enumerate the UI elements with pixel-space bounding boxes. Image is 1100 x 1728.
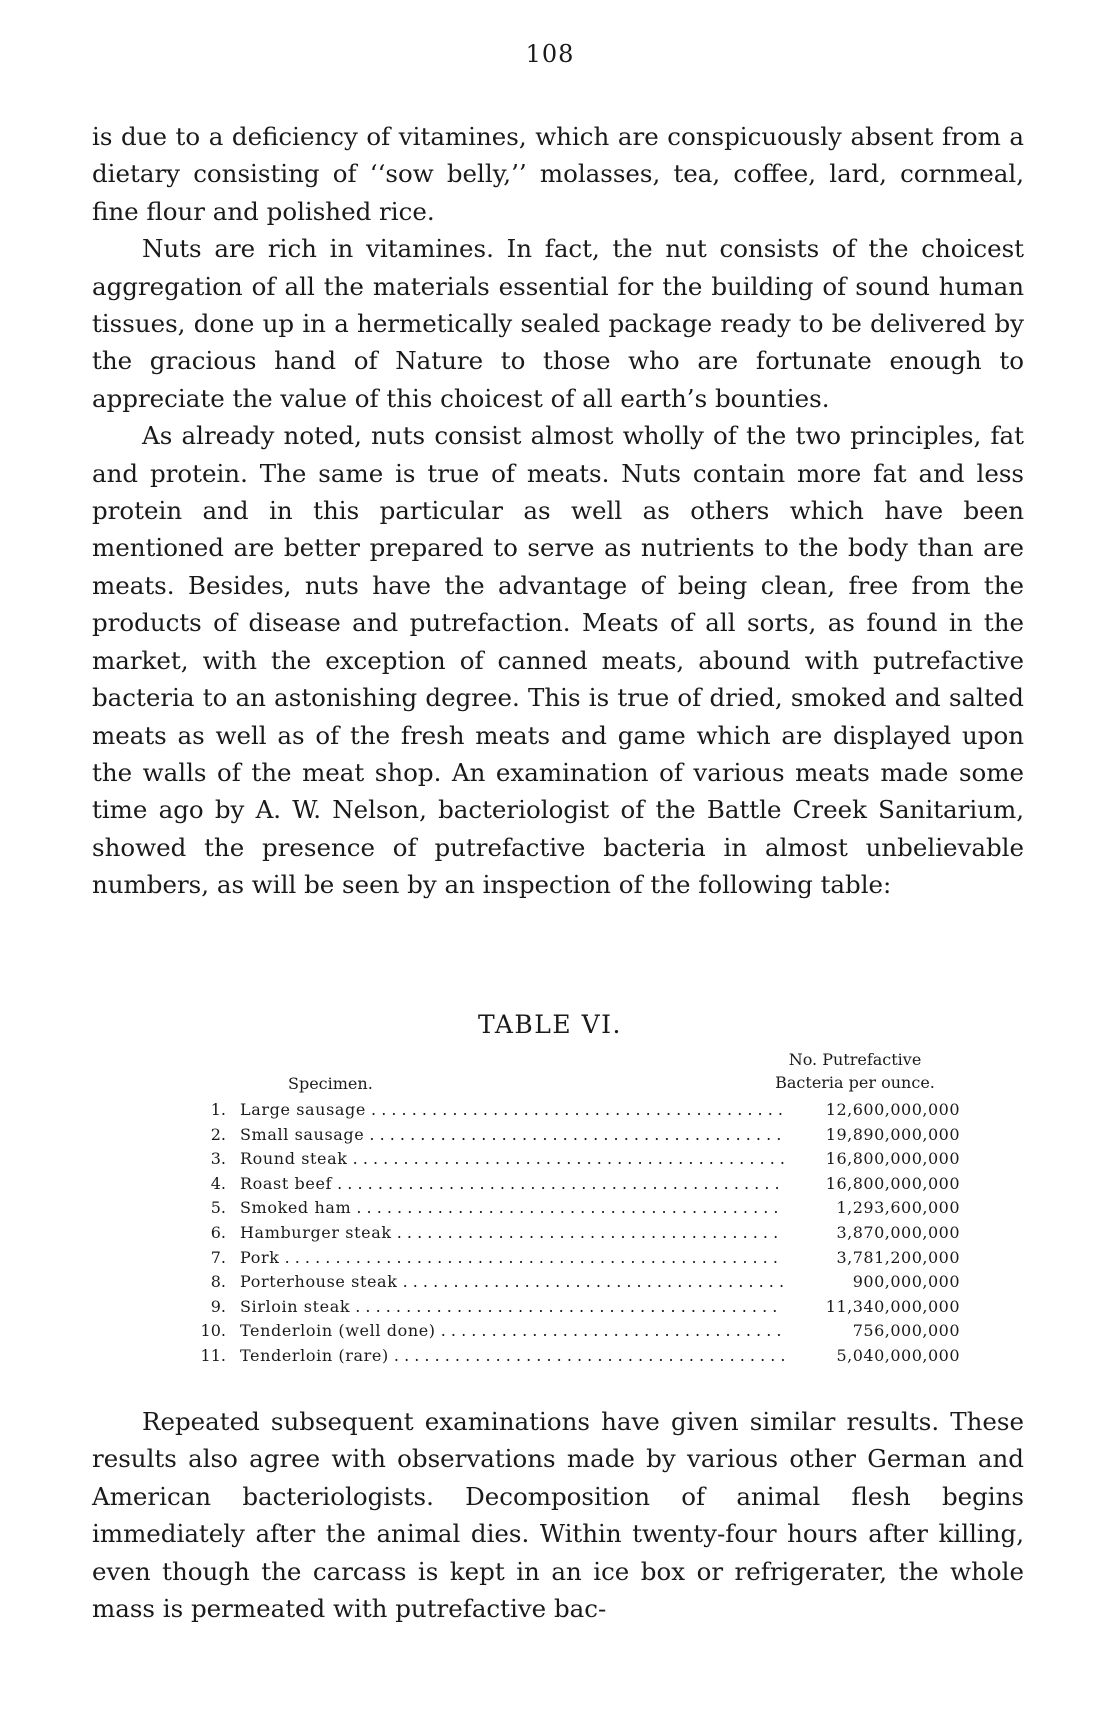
row-value: 1,293,600,000 [784,1198,960,1217]
row-specimen: Hamburger steak . . . [240,1223,784,1242]
row-specimen: Pork . . . [240,1248,784,1267]
row-specimen: Roast beef . . . [240,1174,784,1193]
row-value: 19,890,000,000 [784,1125,960,1144]
row-value: 756,000,000 [784,1321,960,1340]
table-row [200,1346,960,1371]
row-value: 3,870,000,000 [784,1223,960,1242]
paragraph: Repeated subsequent examinations have given similar results. These results also agree with observations made by various other German and American bacteriologists. Decomposition of animal flesh begins immediately after the animal dies. Within twenty-four hours after killing, even though the carcass is kept in an ice box or refrigerater, the whole mass is permeated with putrefactive bac- [92,1407,1024,1624]
table-row [200,1272,960,1297]
row-number: 8. [210,1272,226,1292]
row-specimen: Large sausage . . . [240,1100,784,1119]
page-number: 108 [525,40,575,68]
row-value: 16,800,000,000 [784,1174,960,1193]
row-number: 5. [210,1198,226,1218]
row-specimen: Tenderloin (well done) . . . [240,1321,784,1340]
table-row [200,1297,960,1322]
paragraph: As already noted, nuts consist almost wholly of the two principles, fat and protein. The same is true of meats. Nuts contain more fat and less protein and in this particular as well as others which have been mentioned are better prepared to serve as nutrients to the body than are meats. Besides, nuts have the advantage of being clean, free from the products of disease and putrefaction. Meats of all sorts, as found in the market, with the exception of canned meats, abound with putrefactive bacteria to an astonishing degree. This is true of dried, smoked and salted meats as well as of the fresh meats and game which are displayed upon the walls of the meat shop. An examination of various meats made some time ago by A. W. Nelson, bacteriologist of the Battle Creek Sanitarium, showed the presence of putrefactive bacteria in almost unbelievable numbers, as will be seen by an inspection of the following table: [92,421,1024,900]
row-number: 2. [210,1124,226,1144]
table-row [200,1248,960,1273]
row-number: 9. [210,1296,226,1316]
table-row [200,1149,960,1174]
row-number: 1. [210,1100,226,1119]
body-text-top [92,118,1024,904]
row-number: 11. [200,1345,226,1365]
table-title: TABLE VI. [478,1010,622,1039]
table-rows [200,1100,960,1371]
row-value: 3,781,200,000 [784,1248,960,1267]
row-value: 900,000,000 [784,1272,960,1291]
row-number: 3. [210,1149,226,1169]
column-header-specimen: Specimen. [288,1074,373,1093]
row-specimen: Sirloin steak . . . [240,1297,784,1316]
paragraph: is due to a deficiency of vitamines, which are conspicuously absent from a dietary consisting of ‘‘sow belly,’’ molasses, tea, coffee, lard, cornmeal, fine flour and polished rice. [92,122,1024,226]
row-number: 6. [210,1222,226,1242]
table-row [200,1100,960,1125]
body-text-bottom [92,1403,1024,1627]
row-value: 11,340,000,000 [784,1297,960,1316]
row-number: 7. [210,1247,226,1267]
row-specimen: Porterhouse steak . . . [240,1272,784,1291]
row-value: 12,600,000,000 [784,1100,960,1119]
table-row [200,1321,960,1346]
paragraph: Nuts are rich in vitamines. In fact, the nut consists of the choicest aggregation of all the materials essential for the building of sound human tissues, done up in a hermetically sealed package ready to be delivered by the gracious hand of Nature to those who are fortunate enough to appreciate the value of this choicest of all earth’s bounties. [92,234,1024,413]
row-specimen: Tenderloin (rare) . . . [240,1346,784,1365]
row-specimen: Small sausage . . . [240,1125,784,1144]
row-number: 4. [210,1173,226,1193]
table-row [200,1125,960,1150]
column-header-line: No. Putrefactive [788,1050,922,1069]
row-number: 10. [200,1321,226,1341]
column-header-line: Bacteria per ounce. [775,1073,935,1092]
row-value: 5,040,000,000 [784,1346,960,1365]
table-row [200,1223,960,1248]
table-row [200,1174,960,1199]
column-header-bacteria [745,1048,965,1094]
table-row [200,1198,960,1223]
row-value: 16,800,000,000 [784,1149,960,1168]
row-specimen: Smoked ham . . . [240,1198,784,1217]
row-specimen: Round steak . . . [240,1149,784,1168]
